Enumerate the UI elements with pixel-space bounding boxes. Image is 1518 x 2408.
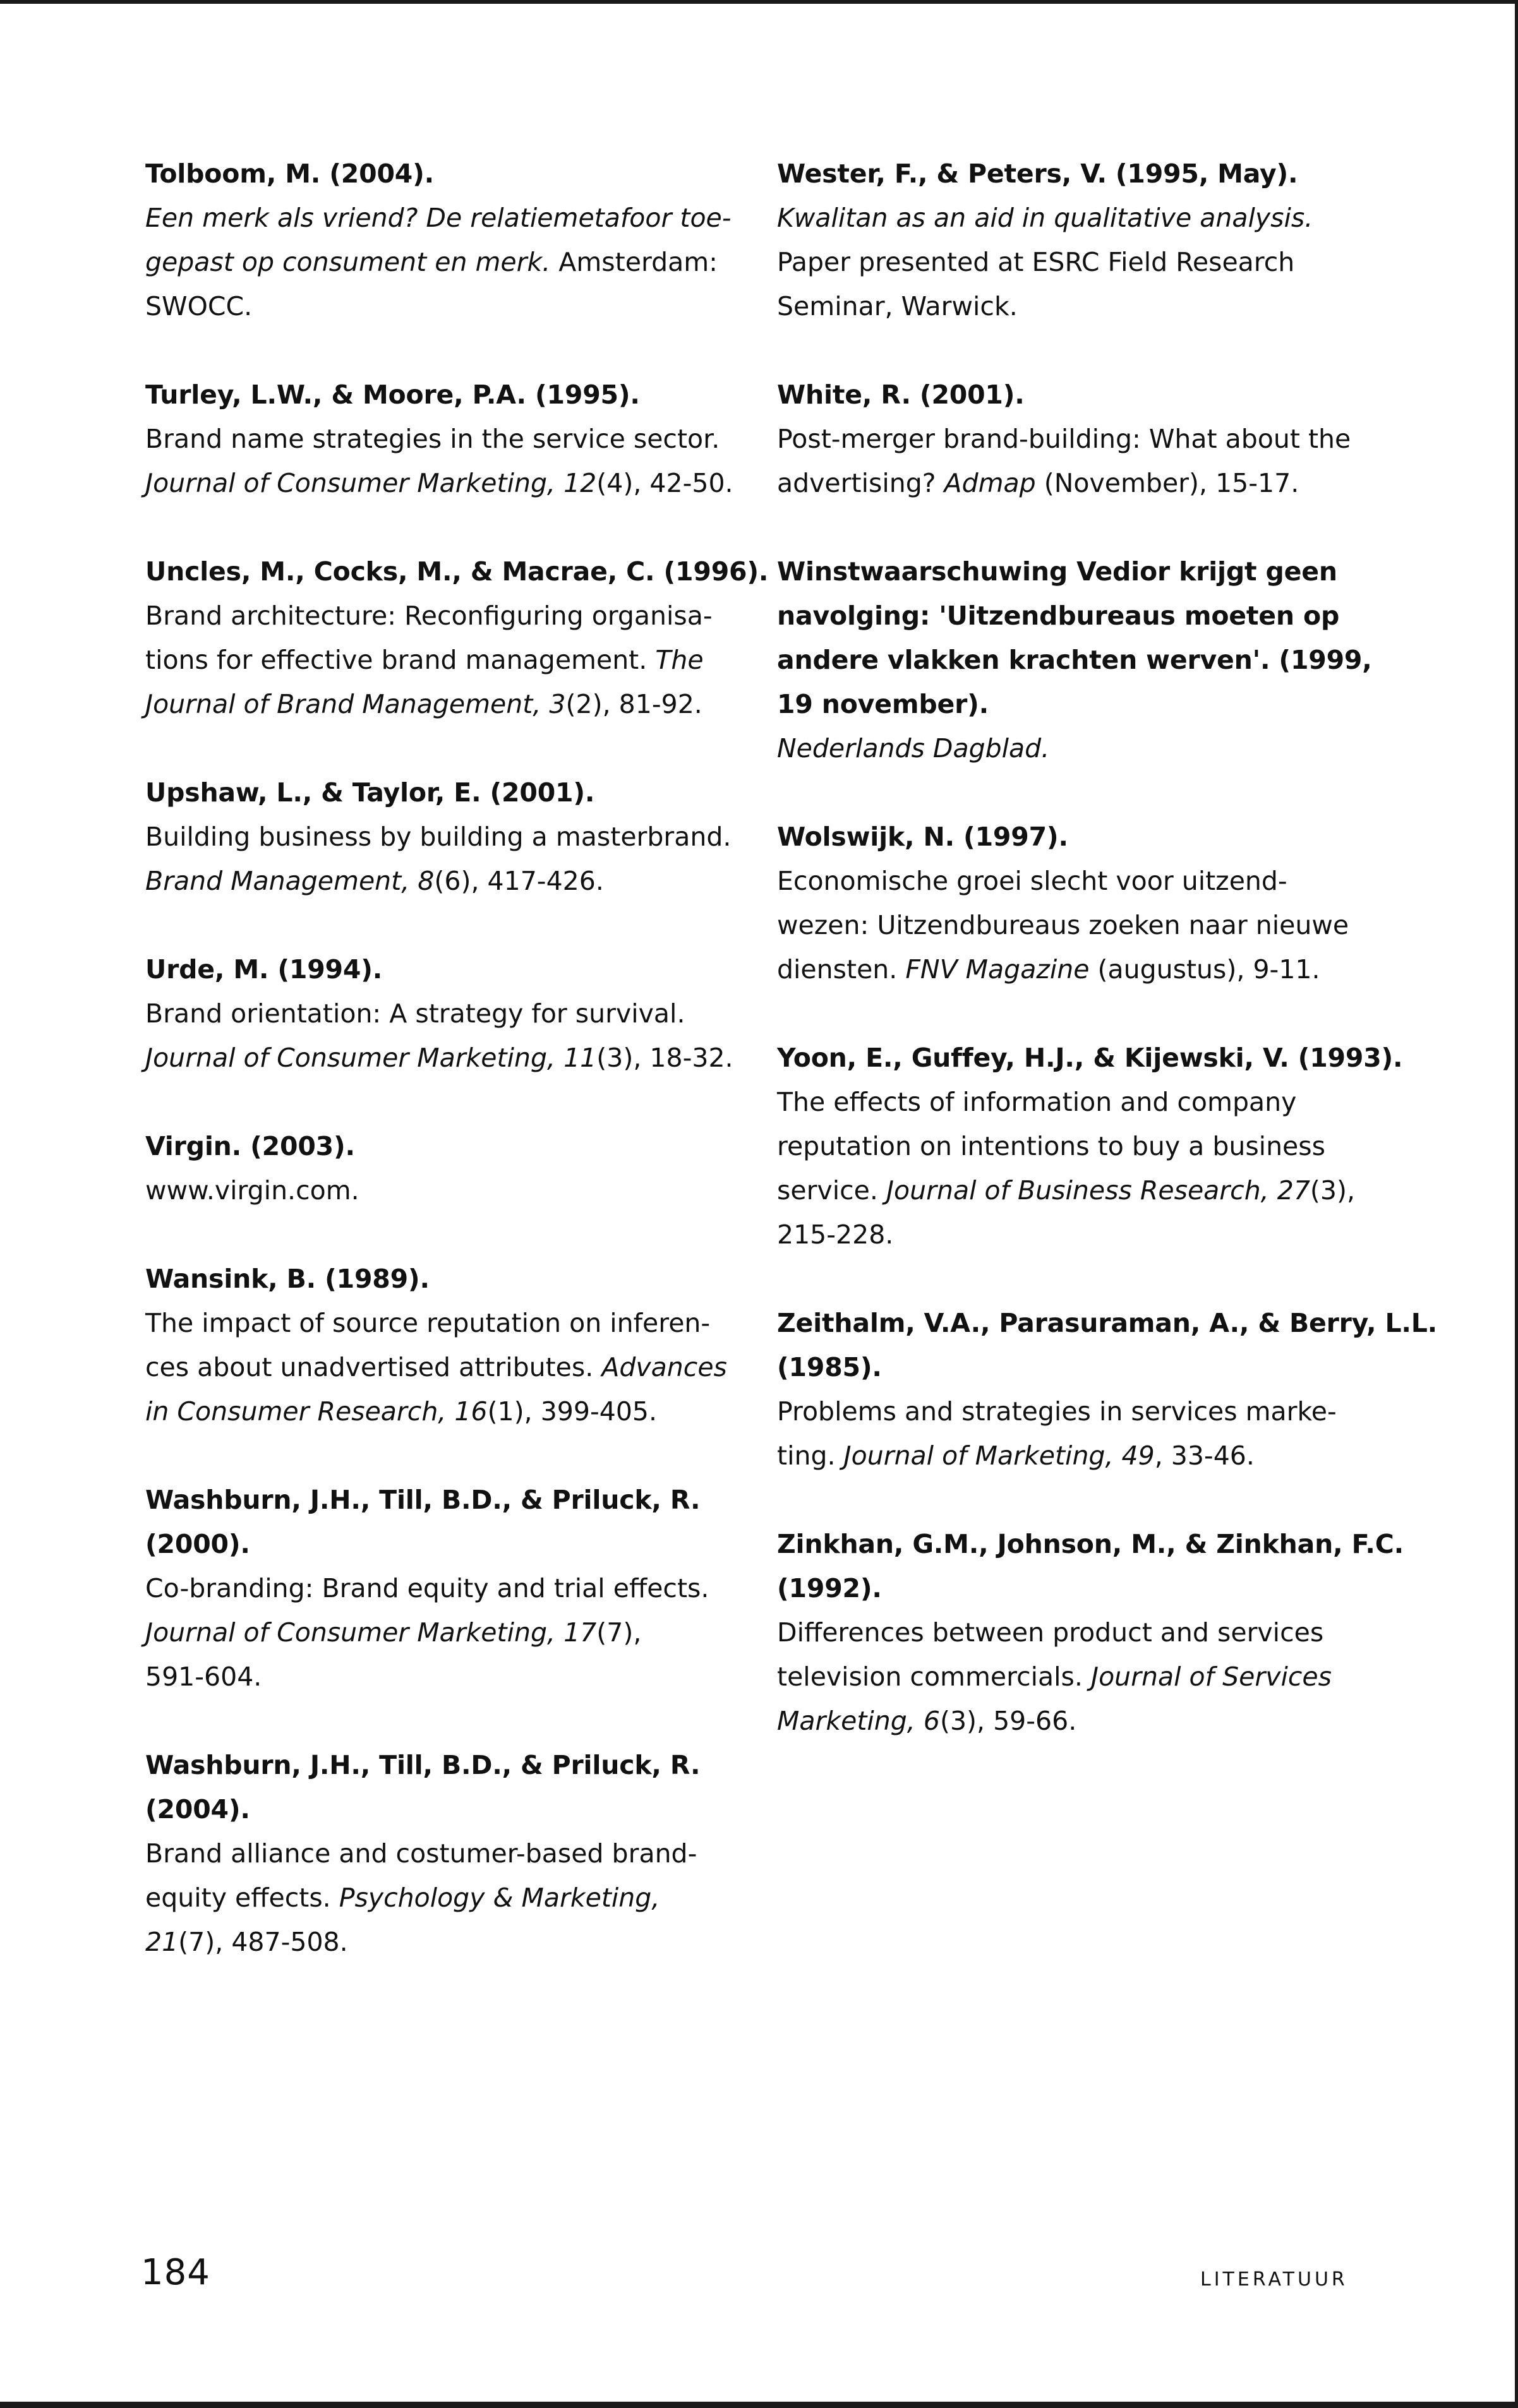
reference-heading-line: navolging: 'Uitzendbureaus moeten op xyxy=(777,601,1340,631)
reference-entry xyxy=(145,1478,739,1699)
text: (1), 399-405. xyxy=(487,1396,658,1427)
text: (November), 15-17. xyxy=(1035,468,1299,498)
text: Problems and strategies in services marke- xyxy=(777,1396,1337,1427)
reference-heading xyxy=(145,152,739,196)
reference-details xyxy=(145,991,739,1080)
reference-details xyxy=(777,1610,1383,1743)
reference-heading-line: (2004). xyxy=(145,1794,250,1824)
text: ces about unadvertised attributes. xyxy=(145,1352,602,1382)
reference-details-line xyxy=(145,682,739,726)
reference-entry xyxy=(777,549,1383,770)
reference-entry xyxy=(777,1522,1404,1743)
italic-text: Kwalitan as an aid in qualitative analysis. xyxy=(777,203,1313,233)
reference-heading xyxy=(145,1124,739,1168)
reference-details-line xyxy=(145,594,739,638)
reference-heading xyxy=(777,1036,1403,1080)
reference-details-line xyxy=(777,1124,1383,1168)
reference-details xyxy=(145,594,739,726)
reference-details xyxy=(777,417,1383,505)
text: (7), 487-508. xyxy=(178,1927,348,1957)
text: 591-604. xyxy=(145,1662,262,1692)
reference-details-line xyxy=(145,638,739,682)
reference-details-line xyxy=(777,240,1383,284)
italic-text: Psychology & Marketing, xyxy=(339,1883,660,1913)
reference-entry xyxy=(145,373,739,505)
text: Brand orientation: A strategy for survival. xyxy=(145,998,685,1029)
text: tions for effective brand management. xyxy=(145,645,656,675)
reference-details-line xyxy=(145,417,739,461)
reference-details-line xyxy=(777,947,1383,991)
text: (6), 417-426. xyxy=(434,866,604,896)
text: Brand architecture: Reconfiguring organisa- xyxy=(145,601,713,631)
reference-details xyxy=(145,1831,739,1964)
reference-heading-line: Upshaw, L., & Taylor, E. (2001). xyxy=(145,777,595,808)
text: wezen: Uitzendbureaus zoeken naar nieuwe xyxy=(777,910,1349,940)
reference-heading xyxy=(777,815,1383,859)
reference-entry xyxy=(145,1124,739,1213)
reference-details-line xyxy=(145,461,739,505)
reference-column-right xyxy=(777,152,1438,1787)
reference-heading-line: Turley, L.W., & Moore, P.A. (1995). xyxy=(145,380,640,410)
reference-heading xyxy=(777,1301,1438,1389)
reference-details-line xyxy=(777,1699,1383,1743)
reference-heading-line: Wester, F., & Peters, V. (1995, May). xyxy=(777,159,1298,189)
reference-heading xyxy=(777,549,1383,726)
reference-heading-line: Zinkhan, G.M., Johnson, M., & Zinkhan, F.C. xyxy=(777,1529,1404,1559)
text: (augustus), 9-11. xyxy=(1089,954,1320,985)
reference-details xyxy=(145,1168,739,1213)
reference-heading-line: Urde, M. (1994). xyxy=(145,954,383,985)
text: (4), 42-50. xyxy=(596,468,733,498)
running-head: LITERATUUR xyxy=(1200,2268,1348,2291)
italic-text: Journal of Consumer Marketing, 11 xyxy=(145,1043,597,1073)
reference-details-line xyxy=(777,417,1383,461)
reference-details-line xyxy=(777,859,1383,903)
italic-text: in Consumer Research, 16 xyxy=(145,1396,488,1427)
italic-text: Nederlands Dagblad. xyxy=(777,733,1050,764)
text: television commercials. xyxy=(777,1662,1091,1692)
italic-text: Journal of Consumer Marketing, 12 xyxy=(145,468,597,498)
reference-details-line xyxy=(777,1434,1383,1478)
text: Seminar, Warwick. xyxy=(777,291,1018,321)
reference-entry xyxy=(145,549,769,726)
reference-details-line xyxy=(777,726,1383,770)
text: Paper presented at ESRC Field Research xyxy=(777,247,1295,277)
reference-details-line xyxy=(777,1080,1383,1124)
reference-entry xyxy=(145,947,739,1080)
text: advertising? xyxy=(777,468,944,498)
text: reputation on intentions to buy a business xyxy=(777,1131,1326,1161)
reference-details xyxy=(777,1080,1383,1257)
reference-heading-line: Tolboom, M. (2004). xyxy=(145,159,435,189)
text: Amsterdam: xyxy=(550,247,718,277)
text: The effects of information and company xyxy=(777,1087,1297,1117)
text: www.virgin.com. xyxy=(145,1175,359,1206)
italic-text: Advances xyxy=(601,1352,727,1382)
scan-border-right xyxy=(1515,0,1518,2408)
reference-entry xyxy=(145,1257,739,1434)
reference-details xyxy=(777,726,1383,770)
text: ting. xyxy=(777,1441,844,1471)
page-number: 184 xyxy=(141,2252,210,2293)
reference-entry xyxy=(777,815,1383,991)
reference-details-line xyxy=(145,815,739,859)
reference-details-line xyxy=(145,1036,739,1080)
reference-details-line xyxy=(777,1655,1383,1699)
reference-details-line xyxy=(145,859,739,903)
reference-details-line xyxy=(777,1168,1383,1213)
italic-text: Journal of Services xyxy=(1091,1662,1332,1692)
reference-heading-line: Washburn, J.H., Till, B.D., & Priluck, R. xyxy=(145,1750,701,1780)
text: 215-228. xyxy=(777,1219,894,1250)
reference-heading-line: Wansink, B. (1989). xyxy=(145,1264,430,1294)
text: Co-branding: Brand equity and trial effects. xyxy=(145,1573,709,1603)
reference-heading xyxy=(777,152,1383,196)
reference-details-line xyxy=(145,1610,739,1655)
text: (2), 81-92. xyxy=(565,689,702,719)
reference-heading-line: (1992). xyxy=(777,1573,882,1603)
reference-details-line xyxy=(777,903,1383,947)
text: Post-merger brand-building: What about the xyxy=(777,424,1351,454)
text: , 33-46. xyxy=(1154,1441,1255,1471)
reference-details-line xyxy=(145,196,739,240)
reference-heading-line: andere vlakken krachten werven'. (1999, xyxy=(777,645,1372,675)
reference-details xyxy=(777,859,1383,991)
text: (3), 18-32. xyxy=(596,1043,733,1073)
italic-text: gepast op consument en merk. xyxy=(145,247,551,277)
text: (3), xyxy=(1310,1175,1356,1206)
text: Economische groei slecht voor uitzend- xyxy=(777,866,1287,896)
reference-details-line xyxy=(145,1345,739,1389)
text: Brand alliance and costumer-based brand- xyxy=(145,1838,697,1869)
reference-details-line xyxy=(777,196,1383,240)
reference-details-line xyxy=(145,240,739,284)
reference-details-line xyxy=(777,1213,1383,1257)
reference-details xyxy=(145,196,739,328)
reference-entry xyxy=(145,152,739,328)
reference-heading-line: (1985). xyxy=(777,1352,882,1382)
reference-details xyxy=(145,815,739,903)
reference-heading-line: Uncles, M., Cocks, M., & Macrae, C. (1996). xyxy=(145,556,769,587)
reference-heading-line: Zeithalm, V.A., Parasuraman, A., & Berry, L.L. xyxy=(777,1308,1438,1338)
reference-entry xyxy=(145,1743,739,1964)
reference-heading xyxy=(145,1743,739,1831)
italic-text: Journal of Business Research, 27 xyxy=(886,1175,1310,1206)
reference-details-line xyxy=(145,1831,739,1876)
reference-details-line xyxy=(145,1301,739,1345)
reference-details-line xyxy=(145,1389,739,1434)
italic-text: Marketing, 6 xyxy=(777,1706,940,1736)
italic-text: Journal of Brand Management, 3 xyxy=(145,689,566,719)
reference-details-line xyxy=(145,1566,739,1610)
reference-heading-line: Winstwaarschuwing Vedior krijgt geen xyxy=(777,556,1337,587)
reference-heading xyxy=(145,1257,739,1301)
text: service. xyxy=(777,1175,886,1206)
reference-details-line xyxy=(777,1389,1383,1434)
reference-heading xyxy=(777,373,1383,417)
reference-details xyxy=(145,417,739,505)
reference-details-line xyxy=(145,284,739,328)
reference-details-line xyxy=(145,1920,739,1964)
text: Building business by building a masterbrand. xyxy=(145,822,732,852)
text: equity effects. xyxy=(145,1883,339,1913)
reference-entry xyxy=(145,770,739,903)
reference-heading-line: Wolswijk, N. (1997). xyxy=(777,822,1068,852)
text: Brand name strategies in the service sector. xyxy=(145,424,720,454)
text: (3), 59-66. xyxy=(939,1706,1077,1736)
italic-text: 21 xyxy=(145,1927,179,1957)
reference-heading xyxy=(145,947,739,991)
italic-text: Admap xyxy=(944,468,1036,498)
reference-heading xyxy=(145,770,739,815)
italic-text: The xyxy=(655,645,704,675)
reference-details-line xyxy=(145,1876,739,1920)
reference-entry xyxy=(777,152,1383,328)
reference-heading xyxy=(777,1522,1404,1610)
reference-entry xyxy=(777,373,1383,505)
reference-entry xyxy=(777,1036,1403,1257)
reference-details xyxy=(777,196,1383,328)
reference-heading xyxy=(145,1478,739,1566)
italic-text: Journal of Marketing, 49 xyxy=(843,1441,1155,1471)
scan-border-bottom xyxy=(0,2402,1518,2408)
reference-heading-line: Yoon, E., Guffey, H.J., & Kijewski, V. (1993). xyxy=(777,1043,1403,1073)
reference-heading-line: Washburn, J.H., Till, B.D., & Priluck, R. xyxy=(145,1485,701,1515)
reference-details xyxy=(777,1389,1383,1478)
reference-entry xyxy=(777,1301,1438,1478)
reference-details-line xyxy=(145,991,739,1036)
italic-text: Journal of Consumer Marketing, 17 xyxy=(145,1617,597,1648)
reference-details-line xyxy=(777,1610,1383,1655)
text: diensten. xyxy=(777,954,906,985)
reference-heading-line: (2000). xyxy=(145,1529,250,1559)
reference-details-line xyxy=(777,284,1383,328)
reference-heading xyxy=(145,549,769,594)
reference-details-line xyxy=(145,1168,739,1213)
reference-heading-line: White, R. (2001). xyxy=(777,380,1025,410)
text: SWOCC. xyxy=(145,291,253,321)
italic-text: Brand Management, 8 xyxy=(145,866,435,896)
reference-details xyxy=(145,1301,739,1434)
reference-heading-line: 19 november). xyxy=(777,689,989,719)
italic-text: Een merk als vriend? De relatiemetafoor toe- xyxy=(145,203,732,233)
reference-details-line xyxy=(777,461,1383,505)
scan-border-top xyxy=(0,0,1518,4)
reference-heading-line: Virgin. (2003). xyxy=(145,1131,355,1161)
italic-text: FNV Magazine xyxy=(905,954,1090,985)
text: Differences between product and services xyxy=(777,1617,1324,1648)
reference-details xyxy=(145,1566,739,1699)
reference-column-left xyxy=(145,152,769,2008)
reference-heading xyxy=(145,373,739,417)
text: (7), xyxy=(596,1617,642,1648)
text: The impact of source reputation on inferen- xyxy=(145,1308,711,1338)
reference-details-line xyxy=(145,1655,739,1699)
